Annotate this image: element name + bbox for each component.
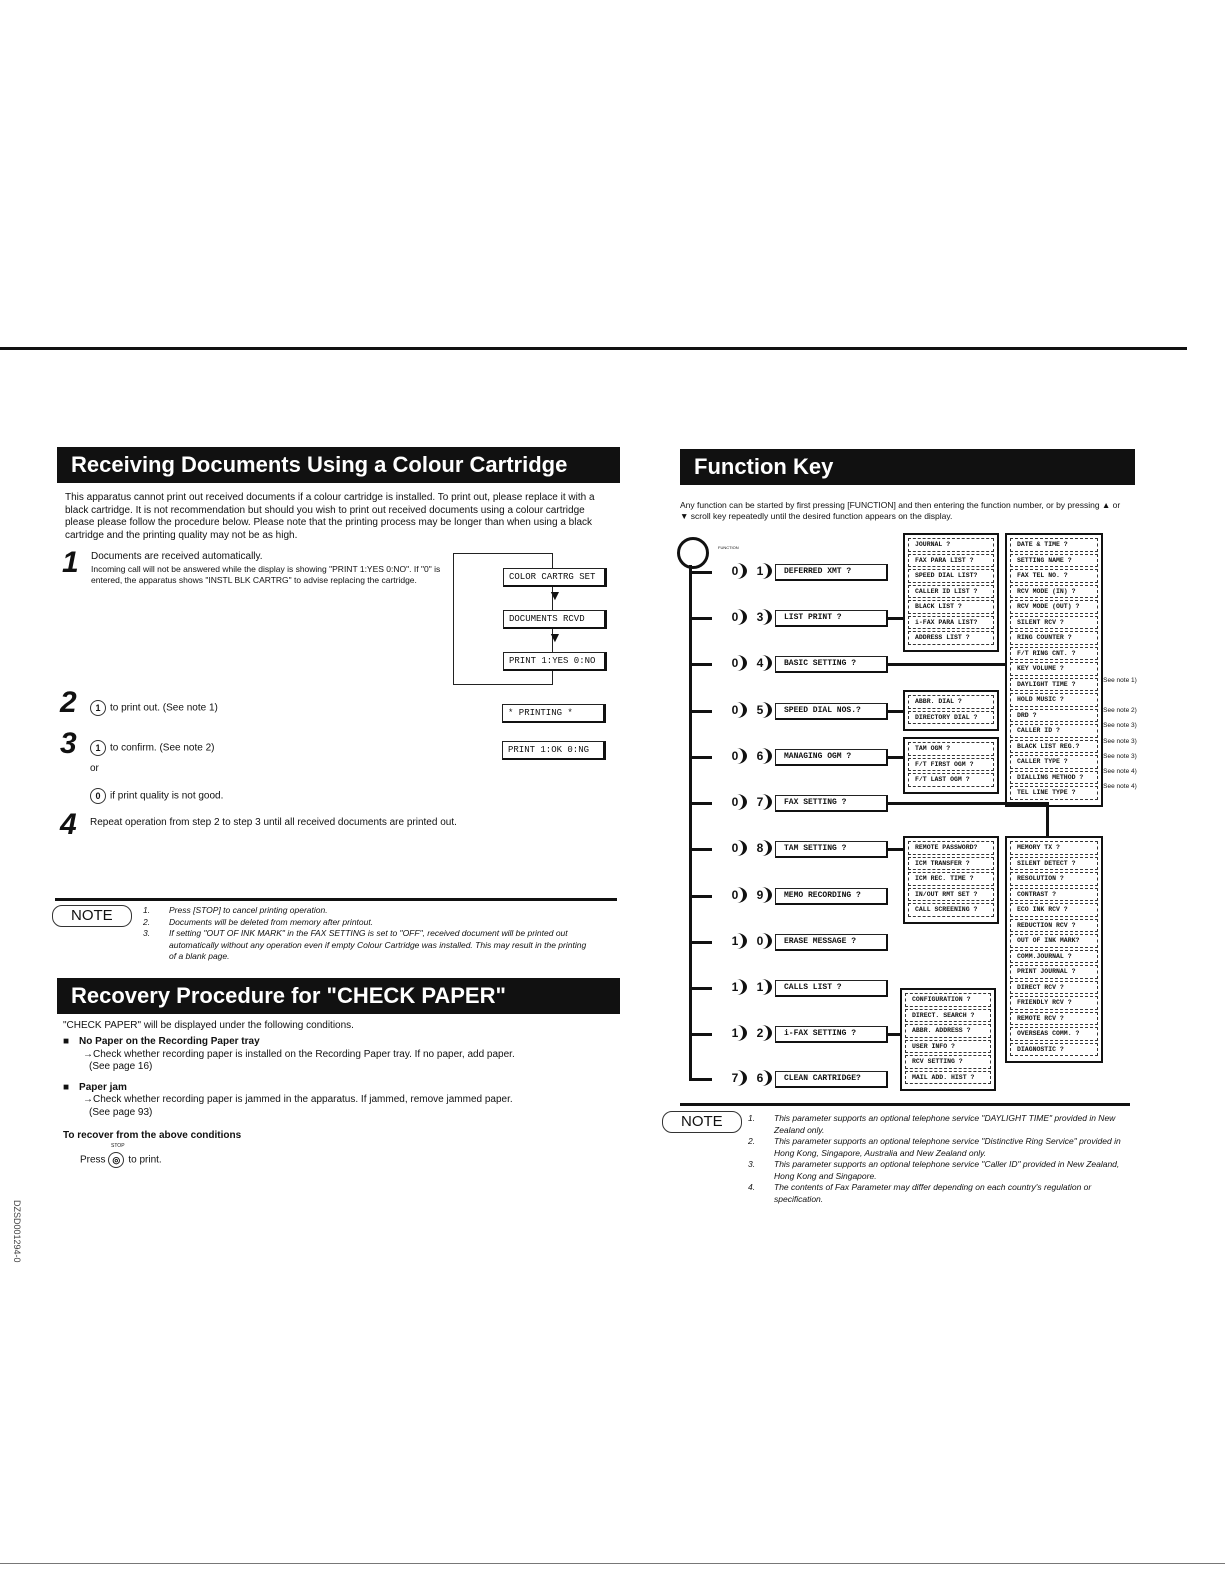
digit-key-icon: 0 — [752, 933, 772, 949]
section-title-check-paper: Recovery Procedure for "CHECK PAPER" — [57, 978, 620, 1014]
submenu-item: ADDRESS LIST ? — [908, 631, 994, 645]
check-paper-intro: "CHECK PAPER" will be displayed under the following conditions. — [63, 1020, 354, 1031]
submenu-item: RCV SETTING ? — [905, 1055, 991, 1069]
note-item — [143, 917, 593, 929]
see-note-label: (See note 2) — [1101, 707, 1137, 715]
submenu-item: IN/OUT RMT SET ? — [908, 888, 994, 902]
digit-key-icon: 1 — [752, 563, 772, 579]
submenu-item: FAX PARA LIST ? — [908, 554, 994, 568]
condition-title: No Paper on the Recording Paper tray — [79, 1036, 260, 1047]
step2 — [90, 700, 218, 716]
branch-line — [690, 987, 712, 990]
connector-line — [886, 802, 1048, 805]
top-rule — [0, 347, 1187, 350]
digit-key-icon: 4 — [752, 655, 772, 671]
notes-list — [143, 905, 593, 963]
digit-key-icon: 7 — [727, 1070, 747, 1086]
stop-label: STOP — [111, 1143, 125, 1149]
note-text: Documents will be deleted from memory after printout. — [169, 916, 374, 927]
condition-heading — [63, 1082, 583, 1095]
key-1-icon: 1 — [90, 740, 106, 756]
note-number: 2. — [143, 916, 151, 927]
intro-text: This apparatus cannot print out received documents if a colour cartridge is installed. To print out, please replace it with a black cartridge. It is not recommendation but should you wish to print out received documents using a colour cartridge please please follow the procedure below. Please note that the printing process may be longer than when using a black cartridge and the printing quality may not be as high. — [65, 492, 595, 541]
submenu-item: HOLD MUSIC ? — [1010, 693, 1098, 707]
branch-line — [690, 756, 712, 759]
connector-line — [886, 848, 903, 851]
submenu-item: REDUCTION RCV ? — [1010, 919, 1098, 933]
step3-alt-text: if print quality is not good. — [110, 790, 224, 802]
note-number: 3. — [143, 928, 151, 938]
function-key-label: FUNCTION — [718, 545, 739, 550]
condition-title: Paper jam — [79, 1081, 127, 1093]
submenu-item: DIAGNOSTIC ? — [1010, 1043, 1098, 1057]
key-1-icon: 1 — [90, 700, 106, 716]
branch-line — [690, 802, 712, 805]
digit-key-icon: 6 — [752, 748, 772, 764]
connector-line — [1046, 802, 1049, 838]
note-rule — [55, 898, 617, 901]
submenu-item: TAM OGM ? — [908, 742, 994, 756]
note-number: 4. — [748, 1182, 756, 1192]
note-text: This parameter supports an optional telephone service "Distinctive Ring Service" provided in Hong Kong, Singapore, Australia and New Zealand only. — [774, 1136, 1121, 1158]
submenu-item: CONFIGURATION ? — [905, 993, 991, 1007]
branch-line — [690, 941, 712, 944]
condition-ref: (See page 16) — [89, 1061, 153, 1072]
menu-item: ERASE MESSAGE ? — [775, 934, 888, 951]
connector-line — [886, 663, 1005, 666]
menu-item: MEMO RECORDING ? — [775, 888, 888, 905]
digit-key-icon: 1 — [727, 933, 747, 949]
section-title-colour-cartridge: Receiving Documents Using a Colour Cartridge — [57, 447, 620, 483]
function-intro: Any function can be started by first pressing [FUNCTION] and then entering the function number, or by pressing ▲ or ▼ scroll key repeatedly until the desired function appears on the display. — [680, 500, 1121, 521]
submenu-ogm — [903, 737, 999, 794]
see-note-label: (See note 3) — [1101, 737, 1137, 745]
submenu-item: DIALLING METHOD ? — [1010, 771, 1098, 785]
menu-item: LIST PRINT ? — [775, 610, 888, 627]
digit-key-icon: 2 — [752, 1025, 772, 1041]
branch-line — [690, 1078, 712, 1081]
menu-item: DEFERRED XMT ? — [775, 564, 888, 581]
submenu-item: SETTING NAME ? — [1010, 554, 1098, 568]
menu-item: CLEAN CARTRIDGE? — [775, 1071, 888, 1088]
digit-key-icon: 0 — [727, 748, 747, 764]
submenu-item: KEY VOLUME ? — [1010, 662, 1098, 676]
submenu-item: MEMORY TX ? — [1010, 841, 1098, 855]
submenu-item: PRINT JOURNAL ? — [1010, 965, 1098, 979]
press-text: Press — [80, 1154, 106, 1166]
condition-ref: (See page 93) — [89, 1106, 153, 1118]
note-item — [748, 1136, 1128, 1159]
digit-key-icon: 0 — [727, 840, 747, 856]
step-number: 2 — [60, 686, 77, 719]
conditions-list — [63, 1036, 583, 1127]
submenu-item: ABBR. ADDRESS ? — [905, 1024, 991, 1038]
branch-line — [690, 617, 712, 620]
submenu-item: USER INFO ? — [905, 1040, 991, 1054]
submenu-item: JOURNAL ? — [908, 538, 994, 552]
submenu-item: COMM.JOURNAL ? — [1010, 950, 1098, 964]
submenu-item: BLACK LIST ? — [908, 600, 994, 614]
condition-item — [63, 1036, 583, 1074]
note-number: 1. — [748, 1113, 756, 1123]
bottom-rule — [0, 1563, 1225, 1564]
submenu-item: SPEED DIAL LIST? — [908, 569, 994, 583]
notes-list — [748, 1113, 1128, 1205]
digit-key-icon: 5 — [752, 702, 772, 718]
digit-key-icon: 0 — [727, 702, 747, 718]
arrow-down-icon: ▼ — [548, 587, 562, 603]
menu-item: MANAGING OGM ? — [775, 749, 888, 766]
menu-item: TAM SETTING ? — [775, 841, 888, 858]
condition-item — [63, 1082, 583, 1120]
digit-key-icon: 1 — [752, 979, 772, 995]
submenu-ifax — [900, 988, 996, 1091]
step-number: 4 — [60, 808, 77, 841]
note-badge: NOTE — [52, 905, 132, 927]
submenu-fax_setting — [1005, 836, 1103, 1063]
note-badge: NOTE — [662, 1111, 742, 1133]
connector-line — [886, 617, 903, 620]
note-item — [748, 1182, 1128, 1205]
submenu-item: FAX TEL NO. ? — [1010, 569, 1098, 583]
recover-instruction — [80, 1152, 162, 1168]
step1-detail: Incoming call will not be answered while the display is showing "PRINT 1:YES 0:NO". If "0" is entered, the apparatus shows "INSTL BLK CARTRG" to advise replacing the cartridge. — [91, 563, 441, 585]
bullet-icon: ■ — [63, 1081, 70, 1093]
step1-title: Documents are received automatically. — [91, 551, 263, 562]
submenu-item: DATE & TIME ? — [1010, 538, 1098, 552]
note-item — [143, 905, 593, 917]
submenu-item: MAIL ADD. HIST ? — [905, 1071, 991, 1085]
see-note-label: (See note 4) — [1101, 768, 1137, 775]
submenu-item: CALLER ID LIST ? — [908, 585, 994, 599]
note-text: If setting "OUT OF INK MARK" in the FAX SETTING is set to "OFF", received document will be printed out automatically without any operation even if empty Colour Cartridge was installed. This may result in the printing of a blank page. — [169, 928, 587, 961]
note-text: This parameter supports an optional telephone service "DAYLIGHT TIME" provided in New Zealand only. — [774, 1113, 1116, 1135]
display-documents-rcvd: DOCUMENTS RCVD — [503, 610, 607, 629]
see-note-label: (See note 3) — [1101, 722, 1137, 730]
digit-key-icon: 0 — [727, 563, 747, 579]
step3-alt — [90, 788, 223, 804]
submenu-item: F/T RING CNT. ? — [1010, 647, 1098, 661]
submenu-item: DIRECT. SEARCH ? — [905, 1009, 991, 1023]
note-item — [143, 928, 593, 963]
key-0-icon: 0 — [90, 788, 106, 804]
step3-text: to confirm. (See note 2) — [110, 742, 215, 754]
note-number: 1. — [143, 905, 151, 915]
tree-trunk — [689, 565, 692, 1081]
recover-heading: To recover from the above conditions — [63, 1130, 242, 1141]
submenu-item: SILENT DETECT ? — [1010, 857, 1098, 871]
step2-text: to print out. (See note 1) — [110, 702, 218, 714]
display-color-cartrg-set: COLOR CARTRG SET — [503, 568, 607, 587]
branch-line — [690, 895, 712, 898]
step-number: 3 — [60, 727, 77, 760]
arrow-down-icon: ▼ — [548, 629, 562, 645]
submenu-item: REMOTE PASSWORD? — [908, 841, 994, 855]
submenu-item: DIRECTORY DIAL ? — [908, 711, 994, 725]
note-item — [748, 1113, 1128, 1136]
display-printing: * PRINTING * — [502, 704, 606, 723]
digit-key-icon: 0 — [727, 887, 747, 903]
step4-text: Repeat operation from step 2 to step 3 until all received documents are printed out. — [90, 817, 457, 828]
branch-line — [690, 1033, 712, 1036]
stop-key-icon: ◎ — [108, 1152, 124, 1168]
branch-line — [690, 663, 712, 666]
menu-item: CALLS LIST ? — [775, 980, 888, 997]
connector-line — [886, 1033, 900, 1036]
submenu-item: REMOTE RCV ? — [1010, 1012, 1098, 1026]
submenu-item: RCV MODE (IN) ? — [1010, 585, 1098, 599]
submenu-item: ABBR. DIAL ? — [908, 695, 994, 709]
note-text: The contents of Fax Parameter may differ depending on each country's regulation or specification. — [774, 1182, 1092, 1204]
to-print-text: to print. — [128, 1154, 162, 1166]
document-code: DZSD001294-0 — [12, 1200, 22, 1263]
function-key-icon — [677, 537, 709, 569]
condition-heading — [63, 1036, 583, 1049]
note-item — [748, 1159, 1128, 1182]
submenu-item: DIRECT RCV ? — [1010, 981, 1098, 995]
step3 — [90, 740, 215, 756]
submenu-speed_dial — [903, 690, 999, 731]
step-number: 1 — [62, 546, 79, 579]
step1 — [91, 551, 446, 586]
display-print-yes-no: PRINT 1:YES 0:NO — [503, 652, 607, 671]
digit-key-icon: 7 — [752, 794, 772, 810]
branch-line — [690, 571, 712, 574]
submenu-item: CALLER ID ? — [1010, 724, 1098, 738]
submenu-item: ICM REC. TIME ? — [908, 872, 994, 886]
bullet-icon: ■ — [63, 1036, 70, 1047]
digit-key-icon: 1 — [727, 979, 747, 995]
submenu-item: ICM TRANSFER ? — [908, 857, 994, 871]
submenu-item: RCV MODE (OUT) ? — [1010, 600, 1098, 614]
section-title-function-key: Function Key — [680, 449, 1135, 485]
submenu-item: TEL LINE TYPE ? — [1010, 786, 1098, 800]
condition-body: →Check whether recording paper is installed on the Recording Paper tray. If no paper, add paper. — [83, 1048, 515, 1060]
digit-key-icon: 9 — [752, 887, 772, 903]
digit-key-icon: 6 — [752, 1070, 772, 1086]
submenu-item: DRD ? — [1010, 709, 1098, 723]
note-number: 3. — [748, 1159, 756, 1169]
menu-item: i-FAX SETTING ? — [775, 1026, 888, 1043]
display-print-ok-ng: PRINT 1:OK 0:NG — [502, 741, 606, 760]
menu-item: SPEED DIAL NOS.? — [775, 703, 888, 720]
submenu-item: F/T FIRST OGM ? — [908, 758, 994, 772]
digit-key-icon: 3 — [752, 609, 772, 625]
submenu-item: BLACK LIST REG.? — [1010, 740, 1098, 754]
menu-item: BASIC SETTING ? — [775, 656, 888, 673]
menu-item: FAX SETTING ? — [775, 795, 888, 812]
submenu-basic_setting — [1005, 533, 1103, 807]
see-note-label: (See note 1) — [1101, 676, 1137, 684]
see-note-label: (See note 3) — [1101, 752, 1137, 760]
submenu-list_print — [903, 533, 999, 652]
submenu-item: RESOLUTION ? — [1010, 872, 1098, 886]
note-rule — [680, 1103, 1130, 1106]
branch-line — [690, 710, 712, 713]
digit-key-icon: 0 — [727, 794, 747, 810]
submenu-item: i-FAX PARA LIST? — [908, 616, 994, 630]
submenu-item: CALL SCREENING ? — [908, 903, 994, 917]
digit-key-icon: 0 — [727, 655, 747, 671]
or-text: or — [90, 763, 99, 774]
digit-key-icon: 1 — [727, 1025, 747, 1041]
branch-line — [690, 848, 712, 851]
connector-line — [886, 710, 903, 713]
note-text: This parameter supports an optional telephone service "Caller ID" provided in New Zealand, Hong Kong and Singapore. — [774, 1159, 1120, 1181]
submenu-item: ECO INK RCV ? — [1010, 903, 1098, 917]
submenu-tam — [903, 836, 999, 924]
note-number: 2. — [748, 1136, 756, 1146]
condition-body: →Check whether recording paper is jammed in the apparatus. If jammed, remove jammed paper. — [83, 1094, 513, 1105]
submenu-item: RING COUNTER ? — [1010, 631, 1098, 645]
digit-key-icon: 0 — [727, 609, 747, 625]
submenu-item: SILENT RCV ? — [1010, 616, 1098, 630]
submenu-item: CALLER TYPE ? — [1010, 755, 1098, 769]
digit-key-icon: 8 — [752, 840, 772, 856]
submenu-item: F/T LAST OGM ? — [908, 773, 994, 787]
note-text: Press [STOP] to cancel printing operation. — [169, 905, 328, 915]
submenu-item: DAYLIGHT TIME ? — [1010, 678, 1098, 692]
submenu-item: CONTRAST ? — [1010, 888, 1098, 902]
submenu-item: OVERSEAS COMM. ? — [1010, 1027, 1098, 1041]
submenu-item: OUT OF INK MARK? — [1010, 934, 1098, 948]
see-note-label: (See note 4) — [1101, 783, 1137, 791]
submenu-item: FRIENDLY RCV ? — [1010, 996, 1098, 1010]
connector-line — [886, 756, 903, 759]
